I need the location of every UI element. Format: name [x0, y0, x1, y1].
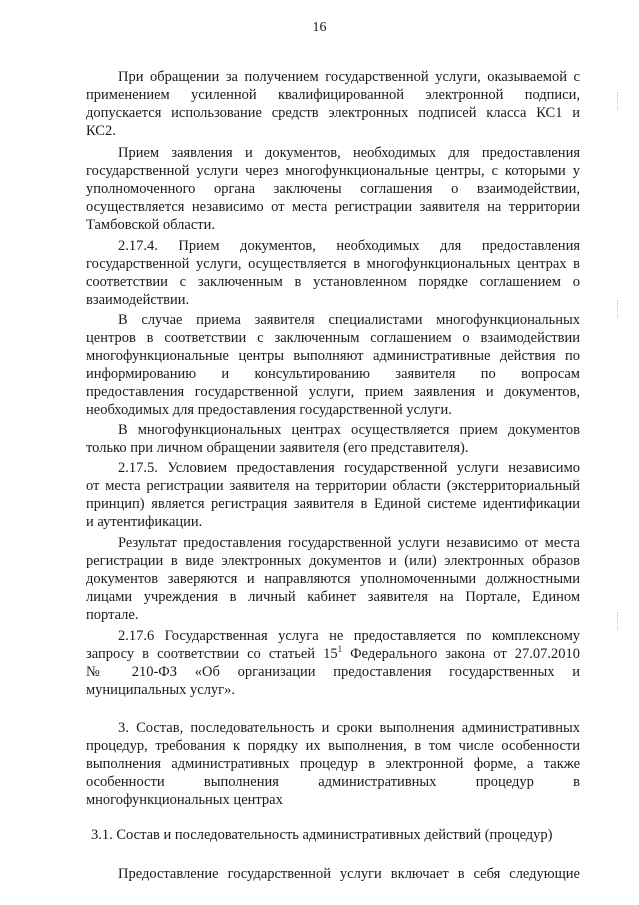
text-line: Предоставление государственной услуги включает в себя следующие — [118, 866, 580, 882]
text-line: документов заверяются и направляются уполномоченными должностными — [86, 571, 580, 587]
section-heading-line: 3. Состав, последовательность и сроки выполнения административных — [118, 720, 580, 736]
text-line: необходимых для предоставления государственной услуги. — [86, 402, 452, 418]
scan-edge-mark — [617, 300, 626, 318]
text-line: государственной услуги через многофункциональные центры, с которыми у — [86, 163, 580, 179]
subsection-heading: 3.1. Состав и последовательность административных действий (процедур) — [91, 827, 553, 843]
text-line: взаимодействии. — [86, 292, 190, 308]
text-line: информированию и консультированию заявителя по вопросам — [86, 366, 580, 382]
section-heading-line: многофункциональных центрах — [86, 792, 283, 808]
text-line: и аутентификации. — [86, 514, 203, 530]
text-line: Прием заявления и документов, необходимых для предоставления — [118, 145, 580, 161]
text-line: портале. — [86, 607, 139, 623]
scan-edge-mark — [617, 612, 626, 630]
text-line: КС2. — [86, 123, 116, 139]
text-line: 2.17.4. Прием документов, необходимых для предоставления — [118, 238, 580, 254]
text-line: только при личном обращении заявителя (его представителя). — [86, 440, 469, 456]
text-line: центров в соответствии с заключенным соглашением о взаимодействии — [86, 330, 580, 346]
text-line: осуществляется независимо от места регистрации заявителя на территории — [86, 199, 580, 215]
page-number: 16 — [312, 20, 327, 35]
text-line: В случае приема заявителя специалистами многофункциональных — [118, 312, 580, 328]
section-heading-line: особенности выполнения административных процедур в — [86, 774, 580, 790]
scan-edge-mark — [617, 92, 626, 110]
text-line: применением усиленной квалифицированной электронной подписи, — [86, 87, 580, 103]
text-line: государственной услуги, осуществляется в многофункциональных центрах в — [86, 256, 580, 272]
text-line: уполномоченного органа заключены соглашения о взаимодействии, — [86, 181, 580, 197]
text-line: В многофункциональных центрах осуществляется прием документов — [118, 422, 580, 438]
text-line: 2.17.6 Государственная услуга не предоставляется по комплексному — [118, 628, 580, 644]
superscript: 1 — [337, 644, 343, 655]
text-line: многофункциональные центры выполняют административные действия по — [86, 348, 580, 364]
text-line: регистрации в виде электронных документов и (или) электронных образов — [86, 553, 580, 569]
text-span: запросу в соответствии со статьей 15 — [86, 646, 338, 662]
text-span: Федерального закона от 27.07.2010 — [342, 646, 580, 662]
text-line: соответствии с заключенным в установленном порядке соглашением о — [86, 274, 580, 290]
text-line: При обращении за получением государственной услуги, оказываемой с — [118, 69, 580, 85]
text-line: принцип) является регистрация заявителя в Единой системе идентификации — [86, 496, 580, 512]
text-line: предоставления государственной услуги, прием заявления и документов, — [86, 384, 580, 400]
text-line: муниципальных услуг». — [86, 682, 236, 698]
text-line: лицами учреждения в личный кабинет заявителя на Портале, Едином — [86, 589, 580, 605]
text-line: 2.17.5. Условием предоставления государственной услуги независимо — [118, 460, 580, 476]
section-heading-line: процедур, требования к порядку их выполнения, в том числе особенности — [86, 738, 580, 754]
text-line: от места регистрации заявителя на территории области (экстерриториальный — [86, 478, 580, 494]
text-line: № 210-ФЗ «Об организации предоставления государственных и — [86, 664, 580, 680]
text-line: допускается использование средств электронных подписей класса КС1 и — [86, 105, 580, 121]
text-line-with-footnote — [86, 646, 580, 663]
section-heading-line: выполнения административных процедур в электронной форме, а также — [86, 756, 580, 772]
text-line: Тамбовской области. — [86, 217, 215, 233]
text-line: Результат предоставления государственной услуги независимо от места — [118, 535, 580, 551]
